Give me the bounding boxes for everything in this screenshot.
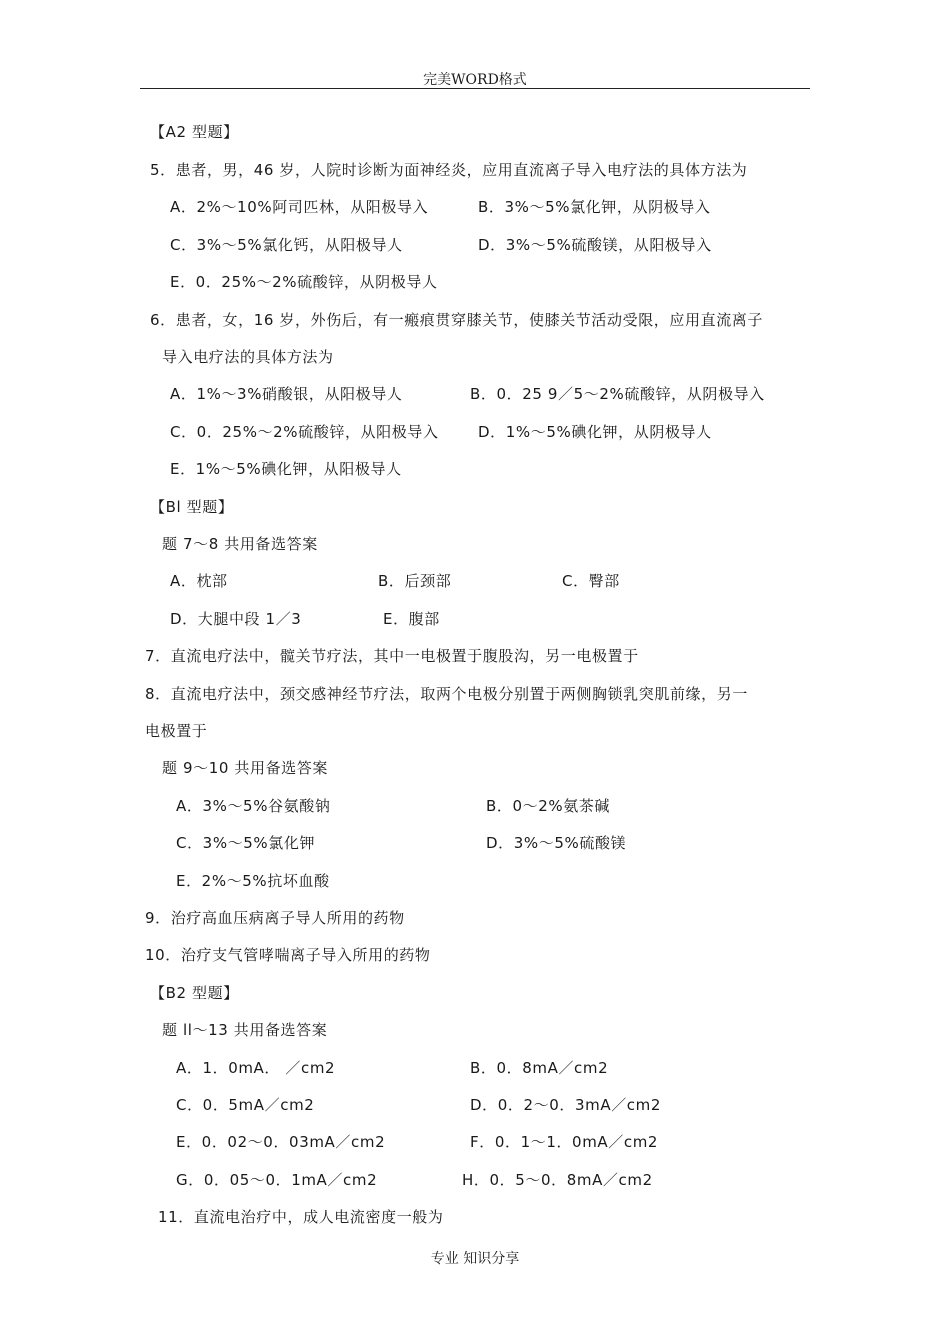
q9-stem: 9．治疗高血压病离子导人所用的药物 <box>145 909 405 927</box>
group-11-13-title: 题 ll～13 共用备选答案 <box>162 1021 328 1039</box>
group-9-10-option-e: E．2%～5%抗坏血酸 <box>176 872 330 890</box>
q10-stem: 10．治疗支气管哮喘离子导入所用的药物 <box>145 946 431 964</box>
q5-option-e: E．0．25%～2%硫酸锌，从阴极导人 <box>170 273 438 291</box>
group-11-13-option-f: F．0．1～1．0mA／cm2 <box>470 1133 659 1151</box>
q5-option-a: A．2%～10%阿司匹林，从阳极导入 <box>170 198 429 216</box>
q11-stem: 11．直流电治疗中，成人电流密度一般为 <box>158 1208 444 1226</box>
header-rule <box>140 88 810 89</box>
group-7-8-option-e: E．腹部 <box>383 610 440 628</box>
page-header: 完美WORD格式 <box>423 72 527 88</box>
group-11-13-option-g: G．0．05～0．1mA／cm2 <box>176 1171 378 1189</box>
q6-stem-line2: 导入电疗法的具体方法为 <box>162 348 334 366</box>
group-7-8-option-b: B．后颈部 <box>378 572 452 590</box>
q6-option-a: A．1%～3%硝酸银，从阳极导人 <box>170 385 403 403</box>
q6-option-d: D．1%～5%碘化钾，从阴极导人 <box>478 423 712 441</box>
q7-stem: 7．直流电疗法中，髋关节疗法，其中一电极置于腹股沟，另一电极置于 <box>145 647 639 665</box>
q6-option-e: E．1%～5%碘化钾，从阳极导人 <box>170 460 402 478</box>
q6-stem-line1: 6．患者，女，16 岁，外伤后，有一瘢痕贯穿膝关节，使膝关节活动受限，应用直流离子 <box>150 311 764 329</box>
q6-option-c: C．0．25%～2%硫酸锌，从阳极导入 <box>170 423 439 441</box>
section-b2-heading: 【B2 型题】 <box>150 984 239 1002</box>
group-11-13-option-h: H．0．5～0．8mA／cm2 <box>462 1171 653 1189</box>
q5-option-d: D．3%～5%硫酸镁，从阳极导入 <box>478 236 712 254</box>
group-11-13-option-c: C．0．5mA／cm2 <box>176 1096 315 1114</box>
q5-stem: 5．患者，男，46 岁，人院时诊断为面神经炎，应用直流离子导入电疗法的具体方法为 <box>150 161 748 179</box>
group-9-10-option-b: B．0～2%氨茶碱 <box>486 797 611 815</box>
q6-option-b: B．0．25 9／5～2%硫酸锌，从阴极导入 <box>470 385 765 403</box>
group-9-10-title: 题 9～10 共用备选答案 <box>162 759 328 777</box>
section-b1-heading: 【Bl 型题】 <box>150 498 234 516</box>
group-11-13-option-b: B．0．8mA／cm2 <box>470 1059 609 1077</box>
section-a2-heading: 【A2 型题】 <box>150 123 239 141</box>
group-9-10-option-c: C．3%～5%氯化钾 <box>176 834 316 852</box>
q5-option-b: B．3%～5%氯化钾，从阴极导入 <box>478 198 711 216</box>
group-7-8-title: 题 7～8 共用备选答案 <box>162 535 318 553</box>
group-7-8-option-d: D．大腿中段 1／3 <box>170 610 302 628</box>
q5-option-c: C．3%～5%氯化钙，从阳极导人 <box>170 236 403 254</box>
page-footer: 专业 知识分享 <box>430 1251 520 1267</box>
group-7-8-option-a: A．枕部 <box>170 572 228 590</box>
group-11-13-option-d: D．0．2～0．3mA／cm2 <box>470 1096 661 1114</box>
group-11-13-option-a: A．1．0mA． ／cm2 <box>176 1059 336 1077</box>
group-11-13-option-e: E．0．02～0．03mA／cm2 <box>176 1133 386 1151</box>
group-7-8-option-c: C．臀部 <box>562 572 620 590</box>
group-9-10-option-d: D．3%～5%硫酸镁 <box>486 834 627 852</box>
q8-stem-line1: 8．直流电疗法中，颈交感神经节疗法，取两个电极分别置于两侧胸锁乳突肌前缘，另一 <box>145 685 748 703</box>
q8-stem-line2: 电极置于 <box>145 722 208 740</box>
group-9-10-option-a: A．3%～5%谷氨酸钠 <box>176 797 331 815</box>
